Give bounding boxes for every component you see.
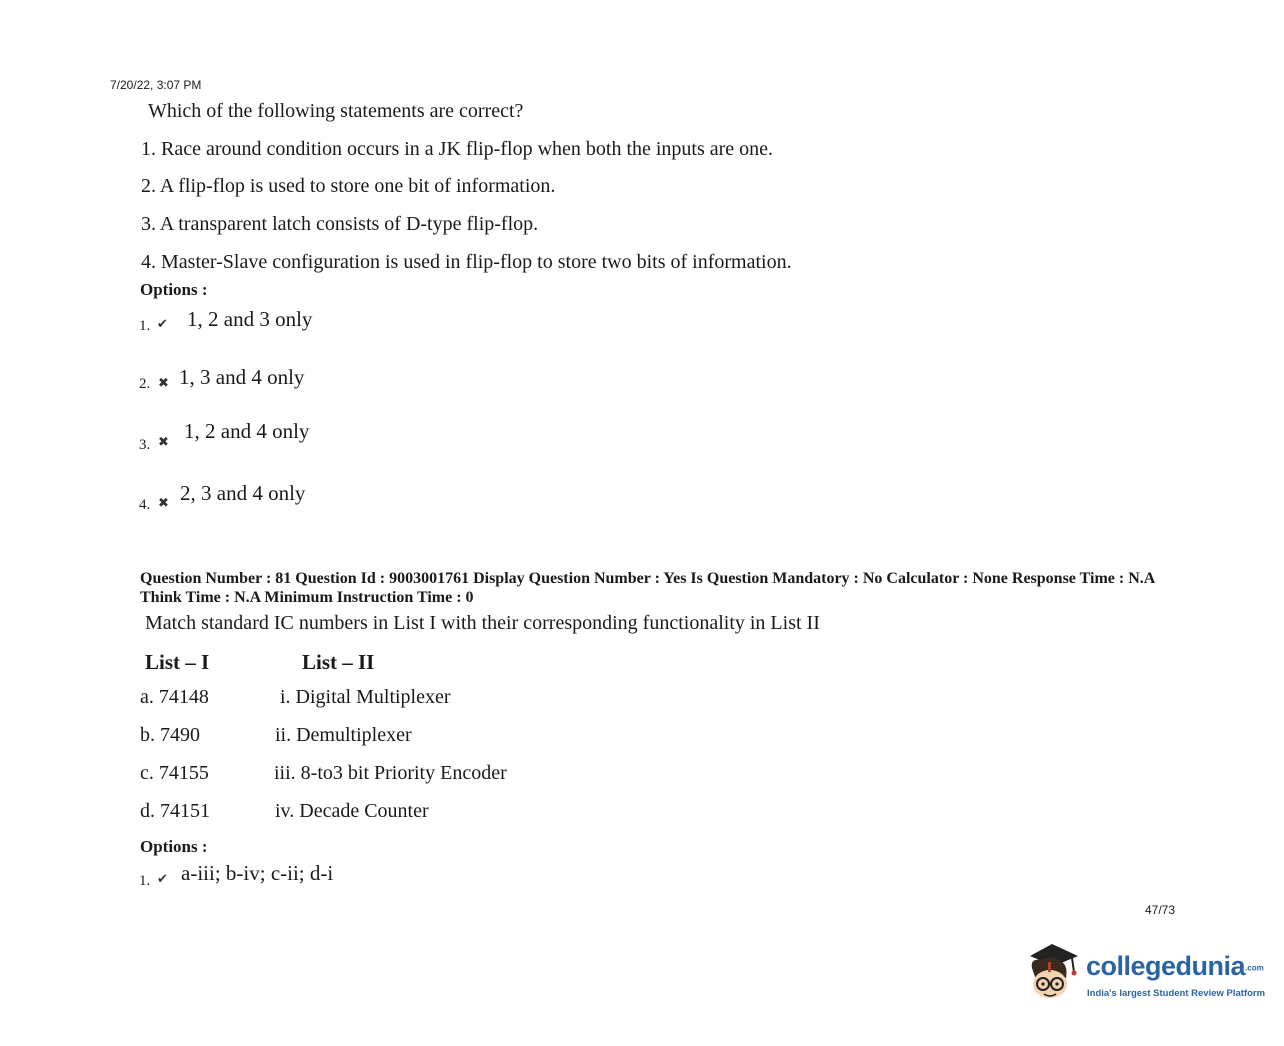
list-2-item: i. Digital Multiplexer	[280, 686, 451, 708]
option-text: 1, 3 and 4 only	[179, 365, 305, 389]
wrong-cross-icon: ✖	[158, 434, 169, 449]
statement-3: 3. A transparent latch consists of D-type flip-flop.	[141, 213, 539, 235]
option-text: 2, 3 and 4 only	[180, 481, 306, 505]
question-metadata: Question Number : 81 Question Id : 9003001761 Display Question Number : Yes Is Question Mandatory : No Calculator : None Response Time : N.A Think Time : N.A Minimum Instruction Time : 0	[140, 570, 1155, 606]
option-number: 1.	[139, 318, 151, 334]
list-2-item: iv. Decade Counter	[275, 800, 429, 822]
page-number: 47/73	[1145, 903, 1176, 917]
mascot-icon	[1022, 938, 1088, 1008]
question-stem: Match standard IC numbers in List I with their corresponding functionality in List II	[145, 612, 820, 634]
option-number: 4.	[139, 497, 151, 513]
option-text: 1, 2 and 4 only	[184, 419, 310, 443]
option-number: 2.	[139, 376, 151, 392]
option-number: 1.	[139, 873, 151, 889]
wrong-cross-icon: ✖	[158, 375, 169, 390]
list-1-item: a. 74148	[140, 686, 209, 708]
list-1-header: List – I	[145, 650, 210, 674]
wrong-cross-icon: ✖	[158, 495, 169, 510]
list-2-header: List – II	[302, 650, 375, 674]
option-text: a-iii; b-iv; c-ii; d-i	[181, 861, 334, 885]
list-2-item: iii. 8-to3 bit Priority Encoder	[274, 762, 507, 784]
print-timestamp: 7/20/22, 3:07 PM	[110, 78, 202, 92]
options-label: Options :	[140, 280, 208, 299]
question-stem: Which of the following statements are correct?	[148, 100, 524, 122]
statement-4: 4. Master-Slave configuration is used in flip-flop to store two bits of information.	[141, 251, 792, 273]
option-text: 1, 2 and 3 only	[187, 307, 313, 331]
options-label: Options :	[140, 837, 208, 856]
list-2-item: ii. Demultiplexer	[275, 724, 412, 746]
list-1-item: c. 74155	[140, 762, 209, 784]
statement-1: 1. Race around condition occurs in a JK flip-flop when both the inputs are one.	[141, 138, 774, 160]
correct-check-icon: ✔	[157, 316, 168, 331]
statement-2: 2. A flip-flop is used to store one bit of information.	[141, 175, 556, 197]
option-number: 3.	[139, 437, 151, 453]
list-1-item: d. 74151	[140, 800, 210, 822]
logo-tagline: India's largest Student Review Platform	[1087, 988, 1266, 999]
logo-wordmark: collegedunia.com	[1086, 951, 1264, 981]
correct-check-icon: ✔	[157, 871, 168, 886]
list-1-item: b. 7490	[140, 724, 200, 746]
